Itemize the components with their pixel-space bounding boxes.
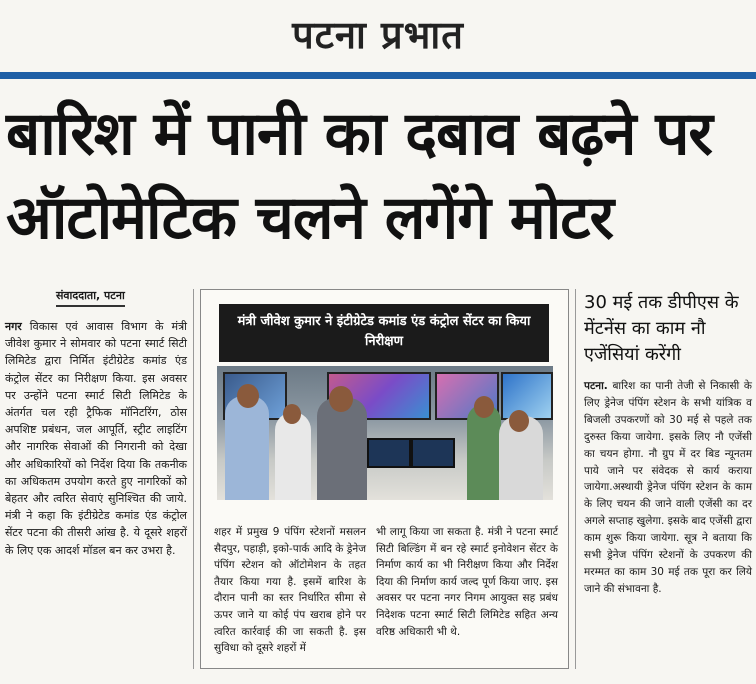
left-column-story	[5, 318, 187, 559]
inspection-photo	[217, 366, 553, 500]
feature-box-column-2: भी लागू किया जा सकता है. मंत्री ने पटना स्मार्ट सिटी बिल्डिंग में बन रहे स्मार्ट इनोवेशन सेंटर के निर्माण कार्य का भी निरीक्षण किया और निर्देश दिया की निर्माण कार्य जल्द पूर्ण किया जाए. इस अवसर पर पटना नगर निगम आयुक्त सह प्रबंध निदेशक पटना स्मार्ट सिटी लिमिटेड सहित अन्य वरिष्ठ अधिकारी भी थे.	[376, 526, 558, 638]
headline	[6, 92, 754, 260]
person-figure	[467, 404, 501, 500]
person-figure	[275, 412, 311, 500]
left-column-text: विकास एवं आवास विभाग के मंत्री जीवेश कुमार ने सोमवार को पटना स्मार्ट सिटी लिमिटेड द्वारा निर्मित इंटीग्रेटेड कमांड एंड कंट्रोल सेंटर का निरीक्षण किया. इस अवसर पर उन्होंने पटना स्मार्ट सिटी लिमिटेड के अंतर्गत चल रही ट्रैफिक मॉनिटरिंग, ठोस अपशिष्ट प्रबंधन, जल आपूर्ति, स्ट्रीट लाइटिंग और नागरिक सेवाओं की निगरानी को देखा और अधिकारियों को निर्देश दिया कि तकनीक का अधिकतम उपयोग करते हुए नागरिकों को बेहतर और त्वरित सेवाएं सुनिश्चित की जाये. मंत्री ने कहा कि इंटीग्रेटेड कमांड एंड कंट्रोल सेंटर पटना की तीसरी आंख है. ये दूसरे शहरों के लिए एक आदर्श मॉडल बन कर उभरा है.	[5, 320, 187, 557]
column-divider	[575, 289, 576, 669]
headline-line-2: ऑटोमेटिक चलने लगेंगे मोटर	[6, 183, 614, 253]
feature-box-column-1: शहर में प्रमुख 9 पंपिंग स्टेशनों मसलन सैदपुर, पहाड़ी, इको-पार्क आदि के ड्रेनेज पंपिंग स्टेशन को ऑटोमेशन के तहत तैयार किया गया है. इसमें बारिश के दौरान पानी का स्तर निर्धारित सीमा से ऊपर जाने या कोई पंप खराब होने पर त्वरित कार्रवाई की जा सकती है. इस सुविधा को दूसरे शहरों में	[214, 526, 366, 655]
person-head	[474, 396, 494, 418]
left-column-dateline: नगर	[5, 320, 22, 333]
desk-monitor	[367, 438, 411, 468]
column-divider	[193, 289, 194, 669]
headline-line-1: बारिश में पानी का दबाव बढ़ने पर	[6, 99, 712, 169]
person-head	[283, 404, 301, 424]
person-head	[509, 410, 529, 432]
desk-monitor	[411, 438, 455, 468]
side-story-body	[584, 378, 752, 598]
side-story-dateline: पटना.	[584, 380, 608, 392]
person-head	[329, 386, 353, 412]
masthead-rule	[0, 72, 756, 79]
person-figure	[225, 396, 269, 500]
video-wall-screen	[501, 372, 553, 420]
minister-figure	[317, 398, 367, 500]
person-head	[237, 384, 259, 408]
byline: संवाददाता, पटना	[56, 288, 125, 307]
side-story-text: बारिश का पानी तेजी से निकासी के लिए ड्रेनेज पंपिंग स्टेशन के सभी यांत्रिक व बिजली उपकरणों को 30 मई से पहले तक दुरुस्त किया जायेगा. इसके लिए नौ एजेंसी का चयन होगा. नौ ग्रुप में दर बिड न्यूनतम पाये जाने पर संवेदक से कार्य कराया जायेगा.अस्थायी ड्रेनेज पंपिंग स्टेशन के काम के लिए चयन की जाने वाली एजेंसी का दर अगले सप्ताह खुलेगा. इसके बाद एजेंसी द्वारा काम शुरू किया जायेगा. सूत्र ने बताया कि सभी ड्रेनेज पंपिंग स्टेशनों के उपकरण की मरम्मत का काम 30 मई तक पूरा कर लिये जाने की संभावना है.	[584, 380, 752, 595]
side-story-headline: 30 मई तक डीपीएस के मेंटनेंस का काम नौ एजेंसियां करेंगी	[584, 292, 739, 365]
masthead: पटना प्रभात	[292, 13, 464, 57]
feature-box-title: मंत्री जीवेश कुमार ने इंटीग्रेटेड कमांड एंड कंट्रोल सेंटर का किया निरीक्षण	[219, 304, 549, 362]
